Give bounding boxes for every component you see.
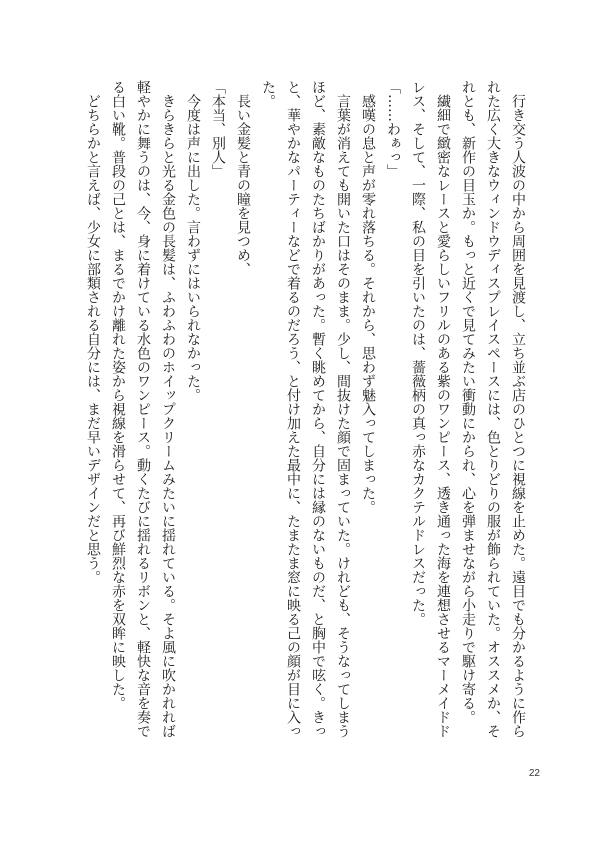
paragraph: 感嘆の息と声が零れ落ちる。それから、思わず魅入ってしまった。 bbox=[360, 94, 376, 514]
dialogue-line: 「……わぁっ」 bbox=[385, 80, 401, 178]
novel-text-block bbox=[80, 80, 530, 748]
paragraph: 長い金髪と青の瞳を見つめ、 bbox=[235, 94, 251, 276]
paragraph: きらきらと光る金色の長髪は、ふわふわのホイップクリームみたいに揺れている。そよ風に吹かれれば軽やかに舞うのは、今、身に着けている水色のワンピース。動くたびに揺れるリボンと、軽快な音を奏でる白い靴。普段の己とは、まるでかけ離れた姿から視線を滑らせて、再び鮮烈な赤を双眸に映した。 bbox=[110, 80, 176, 738]
paragraph: 行き交う人波の中から周囲を見渡し、立ち並ぶ店のひとつに視線を止めた。遠目でも分かるように作られた広く大きなウィンドウディスプレイスペースには、色とりどりの服が飾られていた。オススメか、それとも、新作の目玉か。もっと近くで見てみたい衝動にかられ、心を弾ませながら小走りで駆け寄る。 bbox=[460, 80, 526, 738]
dialogue-line: 「本当、別人」 bbox=[210, 80, 226, 178]
paragraph: 言葉が消えても開いた口はそのまま。少し、間抜けた顔で固まっていた。けれども、そうなってしまうほど、素敵なものたちばかりがあった。暫く眺めてから、自分には縁のないものだ、と胸中で呟く。きっと、華やかなパーティーなどで着るのだろう、と付け加えた最中に、たまたま窓に映る己の顔が目に入った。 bbox=[260, 80, 351, 738]
page-number: 22 bbox=[528, 768, 540, 779]
paragraph: 繊細で緻密なレースと愛らしいフリルのある紫のワンピース、透き通った海を連想させるマーメイドドレス、そして、一際、私の目を引いたのは、薔薇柄の真っ赤なカクテルドレスだった。 bbox=[410, 80, 451, 738]
paragraph: どちらかと言えば、少女に部類される自分には、まだ早いデザインだと思う。 bbox=[85, 94, 101, 584]
paragraph: 今度は声に出した。言わずにはいられなかった。 bbox=[185, 94, 201, 402]
